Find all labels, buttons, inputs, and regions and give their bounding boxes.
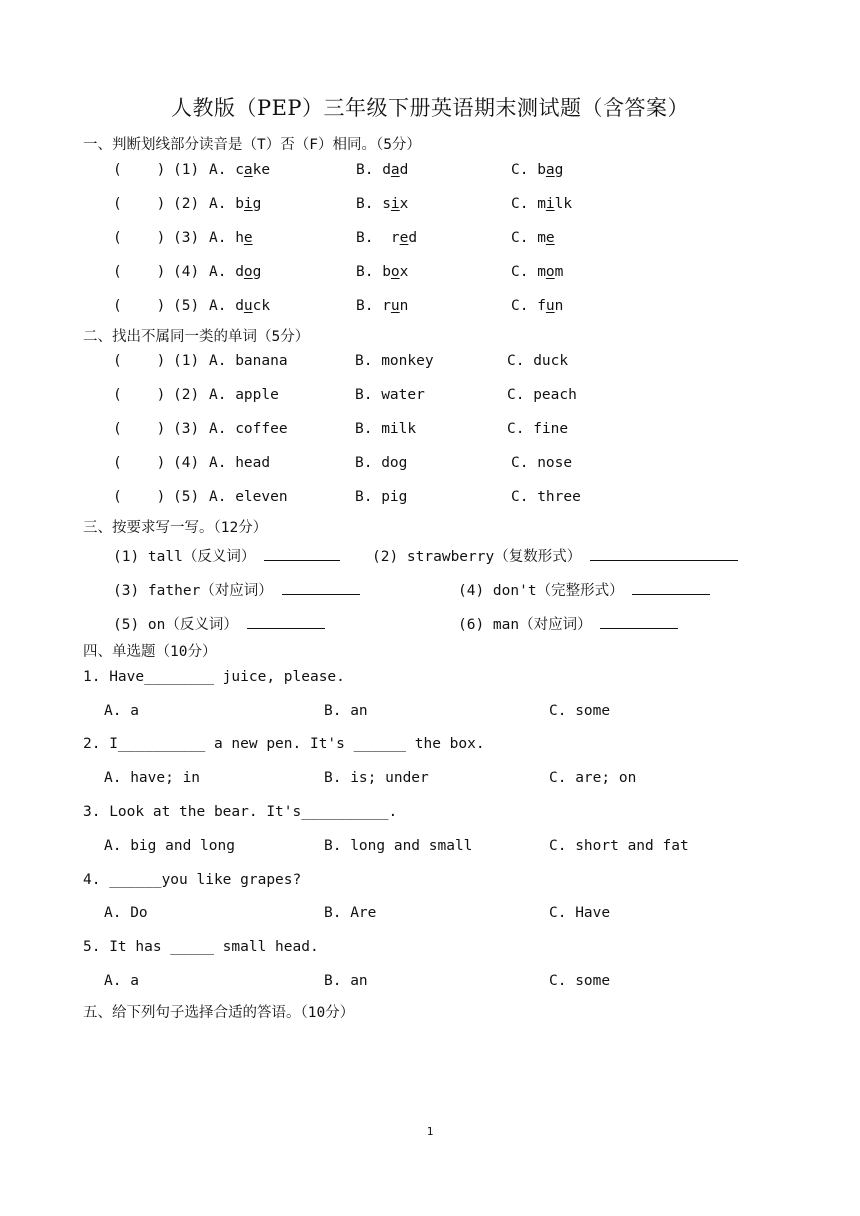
option-a: A. duck (209, 298, 271, 314)
s3-row-1 (0, 545, 860, 567)
s2-item-3: ( ) (3) A. coffee B. milk C. fine (113, 421, 569, 437)
s1-item-4: ( ) (4) A. dog B. box C. mom (113, 264, 564, 280)
option-a: A. dog (209, 264, 262, 280)
question-text: 1. Have________ juice, please. (83, 669, 345, 685)
option-b[interactable]: B. an (324, 703, 368, 719)
s3-question-6: (6) man（对应词） (458, 613, 678, 634)
s3-row-2 (0, 579, 860, 601)
answer-blank[interactable] (590, 546, 738, 561)
s4-options-3 (0, 838, 860, 860)
option-a: A. coffee (209, 421, 288, 437)
s1-item-3: ( ) (3) A. he B. red C. me (113, 230, 555, 246)
s1-item-2: ( ) (2) A. big B. six C. milk (113, 196, 573, 212)
option-b[interactable]: B. is; under (324, 770, 429, 786)
answer-blank[interactable] (600, 614, 678, 629)
option-c: C. fun (511, 298, 564, 314)
s4-options-5 (0, 973, 860, 995)
s2-item-2: ( ) (2) A. apple B. water C. peach (113, 387, 577, 403)
option-c: C. milk (511, 196, 573, 212)
answer-paren[interactable]: ( ) (113, 421, 166, 437)
s4-question-1 (0, 669, 860, 691)
answer-paren[interactable]: ( ) (113, 387, 166, 403)
option-a[interactable]: A. a (104, 703, 139, 719)
s3-question-4: (4) don't（完整形式） (458, 579, 710, 600)
option-c[interactable]: C. are; on (549, 770, 637, 786)
option-b: B. dad (356, 162, 409, 178)
option-a[interactable]: A. a (104, 973, 139, 989)
s3-row-3 (0, 613, 860, 635)
s1-item-1: ( ) (1) A. cake B. dad C. bag (113, 162, 564, 178)
option-b: B. milk (355, 421, 417, 437)
option-b[interactable]: B. Are (324, 905, 377, 921)
option-b: B. red (356, 230, 418, 246)
s4-question-2 (0, 736, 860, 758)
s4-question-5 (0, 939, 860, 961)
s3-question-3: (3) father（对应词） (113, 579, 360, 600)
option-c: C. mom (511, 264, 564, 280)
answer-paren[interactable]: ( ) (113, 298, 166, 314)
option-a: A. eleven (209, 489, 288, 505)
option-a: A. cake (209, 162, 271, 178)
option-c: C. duck (507, 353, 569, 369)
section-2-heading: 二、找出不属同一类的单词（5分） (83, 329, 310, 345)
answer-paren[interactable]: ( ) (113, 353, 166, 369)
s2-item-1: ( ) (1) A. banana B. monkey C. duck (113, 353, 569, 369)
option-b: B. pig (355, 489, 408, 505)
s2-item-5: ( ) (5) A. eleven B. pig C. three (113, 489, 581, 505)
option-b: B. run (356, 298, 409, 314)
s3-question-1: (1) tall（反义词） (113, 545, 340, 566)
answer-paren[interactable]: ( ) (113, 455, 166, 471)
option-a: A. head (209, 455, 271, 471)
s3-question-5: (5) on（反义词） (113, 613, 325, 634)
s4-options-2 (0, 770, 860, 792)
question-text: 3. Look at the bear. It's__________. (83, 804, 398, 820)
page-title: 人教版（PEP）三年级下册英语期末测试题（含答案） (170, 96, 690, 120)
answer-blank[interactable] (282, 580, 360, 595)
answer-blank[interactable] (247, 614, 325, 629)
option-b: B. dog (355, 455, 408, 471)
option-c[interactable]: C. short and fat (549, 838, 689, 854)
answer-paren[interactable]: ( ) (113, 264, 166, 280)
answer-blank[interactable] (264, 546, 340, 561)
option-c[interactable]: C. Have (549, 905, 611, 921)
option-b: B. six (356, 196, 409, 212)
answer-paren[interactable]: ( ) (113, 196, 166, 212)
page-number: 1 (426, 1125, 434, 1138)
option-a[interactable]: A. Do (104, 905, 148, 921)
section-5-heading: 五、给下列句子选择合适的答语。（10分） (83, 1005, 355, 1021)
option-b: B. box (356, 264, 409, 280)
s4-options-1 (0, 703, 860, 725)
answer-paren[interactable]: ( ) (113, 230, 166, 246)
option-a: A. big (209, 196, 262, 212)
s4-question-4 (0, 872, 860, 894)
option-c: C. three (511, 489, 581, 505)
answer-paren[interactable]: ( ) (113, 489, 166, 505)
question-text: 4. ______you like grapes? (83, 872, 302, 888)
section-4-heading: 四、单选题（10分） (83, 644, 217, 660)
option-b[interactable]: B. an (324, 973, 368, 989)
section-1-heading: 一、判断划线部分读音是（T）否（F）相同。（5分） (83, 137, 421, 153)
option-b: B. monkey (355, 353, 434, 369)
option-c: C. fine (507, 421, 569, 437)
option-c: C. me (511, 230, 555, 246)
option-a: A. he (209, 230, 253, 246)
option-c: C. bag (511, 162, 564, 178)
answer-paren[interactable]: ( ) (113, 162, 166, 178)
question-text: 2. I__________ a new pen. It's ______ the box. (83, 736, 485, 752)
question-text: 5. It has _____ small head. (83, 939, 319, 955)
option-c: C. peach (507, 387, 577, 403)
s1-item-5: ( ) (5) A. duck B. run C. fun (113, 298, 564, 314)
answer-blank[interactable] (632, 580, 710, 595)
option-a[interactable]: A. have; in (104, 770, 201, 786)
option-b: B. water (355, 387, 425, 403)
option-a: A. banana (209, 353, 288, 369)
option-c[interactable]: C. some (549, 973, 611, 989)
option-b[interactable]: B. long and small (324, 838, 473, 854)
s4-question-3 (0, 804, 860, 826)
option-c[interactable]: C. some (549, 703, 611, 719)
section-3-heading: 三、按要求写一写。（12分） (83, 520, 268, 536)
option-a[interactable]: A. big and long (104, 838, 235, 854)
s4-options-4 (0, 905, 860, 927)
s2-item-4: ( ) (4) A. head B. dog C. nose (113, 455, 573, 471)
option-c: C. nose (511, 455, 573, 471)
s3-question-2: (2) strawberry（复数形式） (372, 545, 738, 566)
option-a: A. apple (209, 387, 279, 403)
